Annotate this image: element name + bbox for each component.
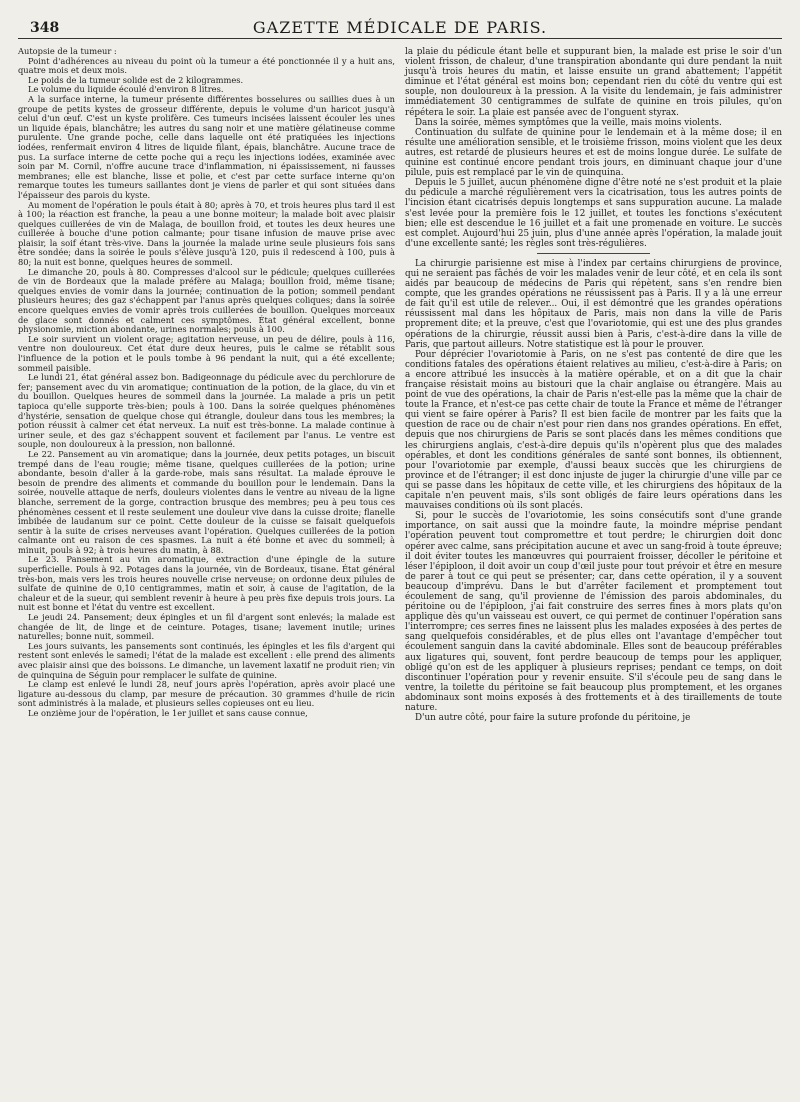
paragraph: Depuis le 5 juillet, aucun phénomène digne d'être noté ne s'est produit et la plaie du pédicule a marché régulièrement vers la cicatrisation, tous les autres points de l'incision étant cicatrisés depuis longtemps et sans suppuration aucune. La malade s'est levée pour la première fois le 12 juillet, et toutes les fonctions s'exécutent bien; elle est descendue le 16 juillet et a fait une promenade en voiture. Le succès est complet. Aujourd'hui 25 juin, plus d'une année après l'opération, la malade jouit d'une excellente santé; les règles sont très-régulières. (405, 178, 782, 249)
paragraph: Le 23. Pansement au vin aromatique, extraction d'une épingle de la suture superficielle. Pouls à 92. Potages dans la journée, vin de Bordeaux, tisane. État général très-bon, mais vers les trois heures nouvelle crise nerveuse; on ordonne deux pilules de sulfate de quinine de 0,10 centigrammes, matin et soir, à cause de l'agitation, de la chaleur et de la sueur, qui semblent revenir à heure à peu près fixe depuis trois jours. La nuit est bonne et l'état du ventre est excellent. (18, 554, 395, 613)
paragraph: D'un autre côté, pour faire la suture profonde du péritoine, je (415, 713, 691, 724)
text-columns (18, 47, 782, 723)
left-column (18, 47, 395, 723)
paragraph: Le volume du liquide écoulé d'environ 8 litres. (28, 84, 224, 95)
paragraph: Au moment de l'opération le pouls était à 80; après à 70, et trois heures plus tard il est à 100; la réaction est franche, la peau a une bonne moiteur; la malade boit avec plaisir quelques cuillerées de vin de Malaga, de bouillon froid, et toutes les deux heures une cuillerée à bouche d'une potion calmante; pour tisane infusion de mauve prise avec plaisir, la soif étant très-vive. Dans la journée la malade urine seule plusieurs fois sans être sondée; dans la soirée le pouls s'élève jusqu'à 120, puis il redescend à 100, puis à 80; la nuit est bonne, quelques heures de sommeil. (18, 199, 395, 268)
paragraph: Le soir survient un violent orage; agitation nerveuse, un peu de délire, pouls à 116, ventre non douloureux. Cet état dure deux heures, puis le calme se rétablit sous l'influence de la potion et le pouls tombe à 96 pendant la nuit, qui a été excellente; sommeil paisible. (18, 333, 395, 373)
paragraph: Autopsie de la tumeur : (18, 46, 117, 56)
journal-title: GAZETTE MÉDICALE DE PARIS. (252, 18, 548, 37)
paragraph: Le jeudi 24. Pansement; deux épingles et un fil d'argent sont enlevés; la malade est changée de lit, de linge et de ceinture. Potages, tisane; lavement inutile; urines naturelles; bonne nuit, sommeil. (18, 612, 395, 642)
paragraph: Le lundi 21, état général assez bon. Badigeonnage du pédicule avec du perchlorure de fer; pansement avec du vin aromatique; continuation de la potion, de la glace, du vin et du bouillon. Quelques heures de sommeil dans la journée. La malade a pris un petit tapioca qu'elle supporte très-bien; pouls à 100. Dans la soirée quelques phénomènes d'hystérie, sensation de quelque chose qui étrangle, douleur dans tous les membres; la potion réussit à calmer cet état nerveux. La nuit est très-bonne. La malade continue à uriner seule, et des gaz s'échappent souvent et facilement par l'anus. Le ventre est souple, non douloureux à la pression, non ballonné. (18, 372, 395, 450)
paragraph: Le dimanche 20, pouls à 80. Compresses d'alcool sur le pédicule; quelques cuillerées de vin de Bordeaux que la malade préfère au Malaga; bouillon froid, même tisane; quelques envies de vomir dans la journée; continuation de la potion; sommeil pendant plusieurs heures; des gaz s'échappent par l'anus après quelques coliques; dans la soirée encore quelques envies de vomir après trois cuillerées de bouillon. Quelques morceaux de glace sont donnés et calment ces symptômes. État général excellent, bonne physionomie, miction abondante, urines normales; pouls à 100. (18, 266, 395, 335)
paragraph: Le 22. Pansement au vin aromatique; dans la journée, deux petits potages, un biscuit trempé dans de l'eau rougie; même tisane, quelques cuillerées de la potion; urine abondante, besoin d'aller à la garde-robe, mais sans résultat. La malade éprouve le besoin de prendre des aliments et commande du bouillon pour le lendemain. Dans la soirée, nouvelle attaque de nerfs, douleurs violentes dans le ventre au niveau de la ligne blanche, serrement de la gorge, contraction brusque des membres; peu à peu tous ces phénomènes cessent et il reste seulement une douleur vive dans la cuisse droite; flanelle imbibée de laudanum sur ce point. Cette douleur de la cuisse se faisait quelquefois sentir à la suite de crises nerveuses avant l'opération. Quelques cuillerées de la potion calmante ont eu raison de ces spasmes. La nuit a été bonne et avec du sommeil; à minuit, pouls à 92; à trois heures du matin, à 88. (18, 448, 395, 555)
paragraph: Si, pour le succès de l'ovariotomie, les soins consécutifs sont d'une grande importance, on sait aussi que la moindre faute, la moindre méprise pendant l'opération peuvent tout compromettre et tout perdre; le chirurgien doit donc opérer avec calme, sans précipitation aucune et avec un sang-froid à toute épreuve; il doit éviter toutes les manœuvres qui pourraient froisser, décoller le péritoine et léser l'épiploon, il doit avoir un coup d'œil juste pour tout prévoir et être en mesure de parer à tout ce qui peut se présenter; car, dans cette opération, il y a souvent beaucoup d'imprévu. Dans le but d'arrêter facilement et promptement tout écoulement de sang, qu'il provienne de l'émission des parois abdominales, du péritoine ou de l'épiploon, j'ai fait construire des serres fines à mors plats qu'on applique dès qu'un vaisseau est ouvert, ce qui permet de continuer l'opération sans l'interrompre; ces serres fines ne laissent plus les malades exposées à des pertes de sang quelquefois considérables, et de plus elles ont l'avantage d'empêcher tout écoulement sanguin dans la cavité abdominale. Elles sont de beaucoup préférables aux ligatures qui, souvent, font perdre beaucoup de temps pour les appliquer, obligé qu'on est de les appliquer à plusieurs reprises; pendant ce temps, on doit discontinuer l'opération pour y revenir ensuite. S'il s'écoule peu de sang dans le ventre, la toilette du péritoine se fait beaucoup plus promptement, et les organes abdominaux sont moins exposés à des frottements et à des tiraillements de toute nature. (405, 511, 782, 713)
paragraph: La chirurgie parisienne est mise à l'index par certains chirurgiens de province, qui ne seraient pas fâchés de voir les malades venir de leur côté, et en cela ils sont aidés par beaucoup de médecins de Paris qui répètent, sans s'en rendre bien compte, que les grandes opérations ne réussissent pas à Paris. Il y a là une erreur de fait qu'il est utile de relever... Oui, il est démontré que les grandes opérations réussissent mal dans les hôpitaux de Paris, mais non dans la ville de Paris proprement dite; et la preuve, c'est que l'ovariotomie, qui est une des plus grandes opérations de la chirurgie, réussit aussi bien à Paris, c'est-à-dire dans la ville de Paris, que partout ailleurs. Notre statistique est là pour le prouver. (405, 258, 782, 350)
paragraph: Dans la soirée, mêmes symptômes que la veille, mais moins violents. (415, 117, 722, 128)
paragraph: A la surface interne, la tumeur présente différentes bosselures ou saillies dues à un groupe de petits kystes de grosseur différente, depuis le volume d'un haricot jusqu'à celui d'un œuf. C'est un kyste prolifère. Ces tumeurs incisées laissent écouler les unes un liquide épais, blanchâtre; les autres du sang noir et une matière gélatineuse comme purulente. Une grande poche, celle dans laquelle ont été pratiquées les injections iodées, renfermait environ 4 litres de liquide filant, épais, blanchâtre. Aucune trace de pus. La surface interne de cette poche qui a reçu les injections iodées, examinée avec soin par M. Cornil, n'offre aucune trace d'inflammation, ni épaississement, ni fausses membranes; elle est blanche, lisse et polie, et c'est par cette surface interne qu'on remarque toutes les tumeurs saillantes dont je viens de parler et qui sont situées dans l'épaisseur des parois du kyste. (18, 93, 395, 200)
paragraph: Pour déprécier l'ovariotomie à Paris, on ne s'est pas contenté de dire que les conditions fatales des opérations étaient relatives au milieu, c'est-à-dire à Paris; on a encore attribué les insuccès à la matière opérable, et on a dit que la chair française résistait moins au bistouri que la chair anglaise ou étrangère. Mais au point de vue des opérations, la chair de Paris n'est-elle pas la même que la chair de toute la France, et n'est-ce pas cette chair de toute la France et même de l'étranger qui vient se faire opérer à Paris? Il est bien facile de montrer par les faits que la question de race ou de chair n'est pour rien dans nos grandes opérations. En effet, depuis que nos chirurgiens de Paris se sont placés dans les mêmes conditions que les chirurgiens anglais, c'est-à-dire depuis qu'ils n'opèrent plus que des malades opérables, et dont les conditions générales de santé sont bonnes, ils obtiennent, pour l'ovariotomie par exemple, d'aussi beaux succès que les chirurgiens de province et de l'étranger; il est donc injuste de juger la chirurgie d'une ville par ce qui se passe dans les hôpitaux de cette ville, et les chirurgiens des hôpitaux de la capitale n'en peuvent mais, s'ils sont obligés de faire leurs opérations dans les mauvaises conditions où ils sont placés. (405, 349, 782, 512)
paragraph: Continuation du sulfate de quinine pour le lendemain et à la même dose; il en résulte une amélioration sensible, et le troisième frisson, moins violent que les deux autres, est retardé de plusieurs heures et est de moins longue durée. Le sulfate de quinine est continué encore pendant trois jours, en diminuant chaque jour d'une pilule, puis est remplacé par le vin de quinquina. (405, 127, 782, 179)
paragraph: Le poids de la tumeur solide est de 2 kilogrammes. (28, 74, 244, 85)
page-number: 348 (30, 20, 60, 36)
right-column (405, 47, 782, 723)
paragraph: Le clamp est enlevé le lundi 28, neuf jours après l'opération, après avoir placé une ligature au-dessous du clamp, par mesure de précaution. 30 grammes d'huile de ricin sont administrés à la malade, et plusieurs selles copieuses ont eu lieu. (18, 679, 395, 709)
page-header (18, 14, 782, 39)
paragraph: la plaie du pédicule étant belle et suppurant bien, la malade est prise le soir d'un violent frisson, de chaleur, d'une transpiration abondante qui dure pendant la nuit jusqu'à trois heures du matin, et laisse ensuite un grand abattement; l'appétit diminue et l'état général est moins bon; cependant rien du côté du ventre qui est souple, non douloureux à la pression. A la visite du lendemain, je fais administrer immédiatement 30 centigrammes de sulfate de quinine en trois pilules, qu'on répétera le soir. La plaie est pansée avec de l'onguent styrax. (405, 47, 782, 118)
paragraph: Le onzième jour de l'opération, le 1er juillet et sans cause connue, (28, 707, 308, 718)
paragraph: Point d'adhérences au niveau du point où la tumeur a été ponctionnée il y a huit ans, quatre mois et deux mois. (18, 55, 395, 76)
section-divider (537, 253, 650, 254)
paragraph: Les jours suivants, les pansements sont continués, les épingles et les fils d'argent qui restent sont enlevés le samedi; l'état de la malade est excellent : elle prend des aliments avec plaisir ainsi que des boissons. Le dimanche, un lavement laxatif ne produit rien; vin de quinquina de Séguin pour remplacer le sulfate de quinine. (18, 640, 395, 680)
